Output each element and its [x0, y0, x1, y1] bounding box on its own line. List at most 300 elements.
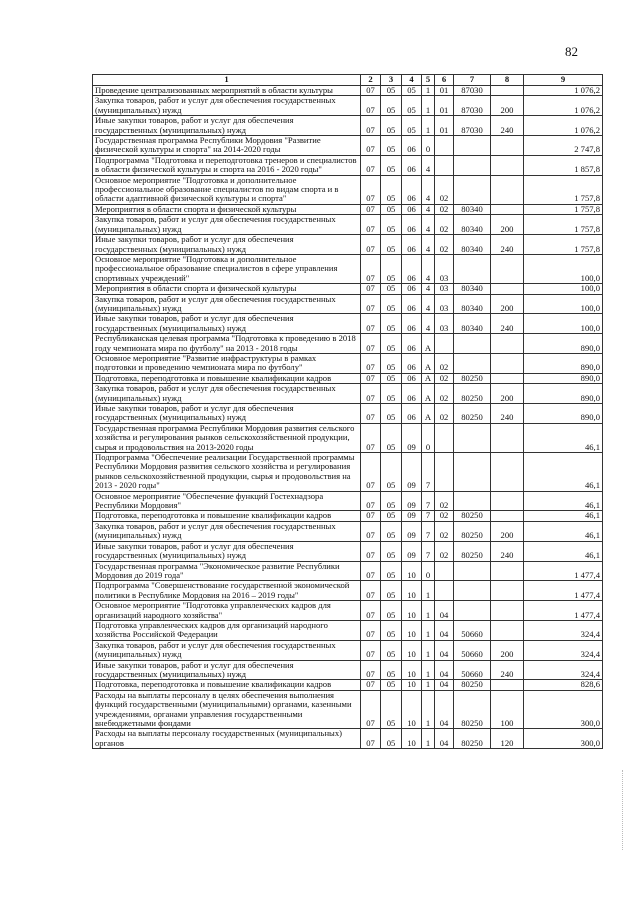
row-name-cell: Мероприятия в области спорта и физической культуры — [93, 204, 361, 214]
table-row — [93, 511, 603, 521]
event-code-cell: 03 — [435, 294, 454, 314]
row-name-cell: Иные закупки товаров, работ и услуг для обеспечения государственных (муниципальных) нужд — [93, 116, 361, 136]
subprogram-code-cell: 4 — [422, 294, 435, 314]
subprogram-code-cell: 1 — [422, 690, 435, 729]
subsection-code-cell: 05 — [381, 521, 402, 541]
table-row — [93, 660, 603, 680]
expense-type-cell: 120 — [491, 729, 524, 749]
program-code-cell: 05 — [402, 116, 422, 136]
row-name-cell: Основное мероприятие "Подготовка управленческих кадров для организаций народного хозяйства" — [93, 601, 361, 621]
row-name-cell: Проведение централизованных мероприятий в области культуры — [93, 86, 361, 96]
amount-cell: 100,0 — [524, 284, 603, 294]
subsection-code-cell: 05 — [381, 690, 402, 729]
expense-type-cell: 200 — [491, 294, 524, 314]
subsection-code-cell: 05 — [381, 155, 402, 175]
direction-code-cell: 87030 — [454, 96, 491, 116]
expense-type-cell: 240 — [491, 660, 524, 680]
header-cell: 8 — [491, 75, 524, 86]
section-code-cell: 07 — [361, 254, 381, 283]
subprogram-code-cell: 1 — [422, 96, 435, 116]
subprogram-code-cell: 1 — [422, 116, 435, 136]
direction-code-cell — [454, 136, 491, 156]
direction-code-cell: 80250 — [454, 680, 491, 690]
subprogram-code-cell: 0 — [422, 561, 435, 581]
program-code-cell: 09 — [402, 521, 422, 541]
amount-cell: 1 757,8 — [524, 235, 603, 255]
table-row — [93, 284, 603, 294]
table-row — [93, 116, 603, 136]
expense-type-cell — [491, 353, 524, 373]
subprogram-code-cell: 1 — [422, 86, 435, 96]
row-name-cell: Иные закупки товаров, работ и услуг для обеспечения государственных (муниципальных) нужд — [93, 314, 361, 334]
amount-cell: 1 076,2 — [524, 86, 603, 96]
subprogram-code-cell: 7 — [422, 511, 435, 521]
event-code-cell — [435, 155, 454, 175]
program-code-cell: 09 — [402, 511, 422, 521]
amount-cell: 46,1 — [524, 521, 603, 541]
table-row — [93, 96, 603, 116]
direction-code-cell — [454, 423, 491, 452]
row-name-cell: Подготовка, переподготовка и повышение квалификации кадров — [93, 511, 361, 521]
expense-type-cell — [491, 136, 524, 156]
section-code-cell: 07 — [361, 690, 381, 729]
direction-code-cell — [454, 561, 491, 581]
row-name-cell: Закупка товаров, работ и услуг для обеспечения государственных (муниципальных) нужд — [93, 294, 361, 314]
row-name-cell: Закупка товаров, работ и услуг для обеспечения государственных (муниципальных) нужд — [93, 521, 361, 541]
row-name-cell: Государственная программа "Экономическое развитие Республики Мордовия до 2019 года" — [93, 561, 361, 581]
direction-code-cell — [454, 353, 491, 373]
subsection-code-cell: 05 — [381, 384, 402, 404]
row-name-cell: Мероприятия в области спорта и физической культуры — [93, 284, 361, 294]
event-code-cell: 02 — [435, 215, 454, 235]
section-code-cell: 07 — [361, 541, 381, 561]
direction-code-cell: 80250 — [454, 404, 491, 424]
expense-type-cell — [491, 155, 524, 175]
subsection-code-cell: 05 — [381, 620, 402, 640]
row-name-cell: Иные закупки товаров, работ и услуг для обеспечения государственных (муниципальных) нужд — [93, 660, 361, 680]
header-cell: 9 — [524, 75, 603, 86]
section-code-cell: 07 — [361, 453, 381, 492]
event-code-cell: 02 — [435, 353, 454, 373]
direction-code-cell: 80340 — [454, 235, 491, 255]
row-name-cell: Иные закупки товаров, работ и услуг для обеспечения государственных (муниципальных) нужд — [93, 404, 361, 424]
event-code-cell — [435, 453, 454, 492]
section-code-cell: 07 — [361, 491, 381, 511]
amount-cell: 1 477,4 — [524, 561, 603, 581]
section-code-cell: 07 — [361, 404, 381, 424]
amount-cell: 46,1 — [524, 511, 603, 521]
table-row — [93, 353, 603, 373]
section-code-cell: 07 — [361, 601, 381, 621]
direction-code-cell: 50660 — [454, 660, 491, 680]
direction-code-cell: 80250 — [454, 384, 491, 404]
direction-code-cell: 80250 — [454, 373, 491, 383]
table-body — [93, 86, 603, 749]
table-row — [93, 235, 603, 255]
expense-type-cell: 200 — [491, 215, 524, 235]
subprogram-code-cell: 4 — [422, 284, 435, 294]
expense-type-cell — [491, 373, 524, 383]
table-row — [93, 521, 603, 541]
subprogram-code-cell: 7 — [422, 521, 435, 541]
direction-code-cell — [454, 254, 491, 283]
subsection-code-cell: 05 — [381, 314, 402, 334]
event-code-cell: 02 — [435, 175, 454, 204]
subsection-code-cell: 05 — [381, 404, 402, 424]
expense-type-cell — [491, 491, 524, 511]
subsection-code-cell: 05 — [381, 453, 402, 492]
direction-code-cell: 80340 — [454, 294, 491, 314]
direction-code-cell: 80340 — [454, 314, 491, 334]
direction-code-cell: 50660 — [454, 640, 491, 660]
direction-code-cell — [454, 334, 491, 354]
row-name-cell: Расходы на выплаты персоналу в целях обеспечения выполнения функций государственными (муниципальными) органами, казенными учреждениями, органами управления государственными внебюджетными фондами — [93, 690, 361, 729]
section-code-cell: 07 — [361, 373, 381, 383]
program-code-cell: 06 — [402, 373, 422, 383]
section-code-cell: 07 — [361, 620, 381, 640]
program-code-cell: 06 — [402, 136, 422, 156]
event-code-cell: 02 — [435, 521, 454, 541]
program-code-cell: 06 — [402, 334, 422, 354]
row-name-cell: Государственная программа Республики Мордовия "Развитие физической культуры и спорта" на 2014-2020 годы — [93, 136, 361, 156]
row-name-cell: Основное мероприятие "Подготовка и дополнительное профессиональное образование специалистов по видам спорта и в области адаптивной физической культуры и спорта" — [93, 175, 361, 204]
program-code-cell: 06 — [402, 254, 422, 283]
event-code-cell: 04 — [435, 601, 454, 621]
subsection-code-cell: 05 — [381, 640, 402, 660]
expense-type-cell: 100 — [491, 690, 524, 729]
program-code-cell: 10 — [402, 561, 422, 581]
section-code-cell: 07 — [361, 511, 381, 521]
event-code-cell — [435, 423, 454, 452]
direction-code-cell: 80250 — [454, 521, 491, 541]
event-code-cell: 02 — [435, 235, 454, 255]
expense-type-cell — [491, 423, 524, 452]
subsection-code-cell: 05 — [381, 511, 402, 521]
row-name-cell: Подпрограмма "Обеспечение реализации Государственной программы Республики Мордовия развития сельского хозяйства и регулирования рынков сельскохозяйственной продукции, сырья и продовольствия на 2013 - 2020 годы" — [93, 453, 361, 492]
amount-cell: 890,0 — [524, 334, 603, 354]
subsection-code-cell: 05 — [381, 660, 402, 680]
program-code-cell: 09 — [402, 423, 422, 452]
program-code-cell: 06 — [402, 204, 422, 214]
amount-cell: 1 857,8 — [524, 155, 603, 175]
subprogram-code-cell: 0 — [422, 423, 435, 452]
program-code-cell: 06 — [402, 314, 422, 334]
subsection-code-cell: 05 — [381, 294, 402, 314]
direction-code-cell: 80250 — [454, 729, 491, 749]
table-row — [93, 729, 603, 749]
direction-code-cell: 50660 — [454, 620, 491, 640]
program-code-cell: 06 — [402, 155, 422, 175]
direction-code-cell — [454, 601, 491, 621]
expense-type-cell: 240 — [491, 235, 524, 255]
section-code-cell: 07 — [361, 640, 381, 660]
table-row — [93, 640, 603, 660]
subsection-code-cell: 05 — [381, 204, 402, 214]
subsection-code-cell: 05 — [381, 284, 402, 294]
event-code-cell: 02 — [435, 541, 454, 561]
amount-cell: 100,0 — [524, 254, 603, 283]
event-code-cell: 03 — [435, 314, 454, 334]
amount-cell: 828,6 — [524, 680, 603, 690]
table-row — [93, 215, 603, 235]
program-code-cell: 06 — [402, 175, 422, 204]
program-code-cell: 10 — [402, 620, 422, 640]
row-name-cell: Закупка товаров, работ и услуг для обеспечения государственных (муниципальных) нужд — [93, 96, 361, 116]
subprogram-code-cell: 4 — [422, 155, 435, 175]
expense-type-cell: 200 — [491, 640, 524, 660]
subsection-code-cell: 05 — [381, 561, 402, 581]
amount-cell: 46,1 — [524, 453, 603, 492]
expense-type-cell: 240 — [491, 541, 524, 561]
subprogram-code-cell: 4 — [422, 254, 435, 283]
section-code-cell: 07 — [361, 155, 381, 175]
subsection-code-cell: 05 — [381, 491, 402, 511]
event-code-cell: 02 — [435, 404, 454, 424]
program-code-cell: 06 — [402, 235, 422, 255]
subprogram-code-cell: 1 — [422, 620, 435, 640]
event-code-cell: 01 — [435, 96, 454, 116]
program-code-cell: 10 — [402, 601, 422, 621]
scan-margin-mark — [622, 770, 624, 850]
program-code-cell: 06 — [402, 294, 422, 314]
program-code-cell: 10 — [402, 690, 422, 729]
header-cell: 2 — [361, 75, 381, 86]
program-code-cell: 10 — [402, 640, 422, 660]
event-code-cell: 01 — [435, 116, 454, 136]
expense-type-cell — [491, 511, 524, 521]
subprogram-code-cell: 7 — [422, 453, 435, 492]
amount-cell: 46,1 — [524, 423, 603, 452]
subprogram-code-cell: 0 — [422, 136, 435, 156]
direction-code-cell — [454, 453, 491, 492]
event-code-cell: 02 — [435, 384, 454, 404]
section-code-cell: 07 — [361, 334, 381, 354]
amount-cell: 46,1 — [524, 491, 603, 511]
amount-cell: 890,0 — [524, 384, 603, 404]
row-name-cell: Закупка товаров, работ и услуг для обеспечения государственных (муниципальных) нужд — [93, 640, 361, 660]
subsection-code-cell: 05 — [381, 175, 402, 204]
program-code-cell: 05 — [402, 86, 422, 96]
subprogram-code-cell: 1 — [422, 640, 435, 660]
subsection-code-cell: 05 — [381, 215, 402, 235]
row-name-cell: Основное мероприятие "Обеспечение функций Гостехнадзора Республики Мордовия" — [93, 491, 361, 511]
amount-cell: 890,0 — [524, 373, 603, 383]
section-code-cell: 07 — [361, 175, 381, 204]
expense-type-cell: 240 — [491, 404, 524, 424]
section-code-cell: 07 — [361, 284, 381, 294]
event-code-cell: 04 — [435, 640, 454, 660]
row-name-cell: Подготовка, переподготовка и повышение квалификации кадров — [93, 373, 361, 383]
subsection-code-cell: 05 — [381, 254, 402, 283]
expense-type-cell — [491, 561, 524, 581]
subprogram-code-cell: 1 — [422, 660, 435, 680]
expense-type-cell: 240 — [491, 314, 524, 334]
expense-type-cell — [491, 254, 524, 283]
section-code-cell: 07 — [361, 314, 381, 334]
section-code-cell: 07 — [361, 204, 381, 214]
section-code-cell: 07 — [361, 521, 381, 541]
expense-type-cell — [491, 204, 524, 214]
direction-code-cell: 80340 — [454, 284, 491, 294]
amount-cell: 324,4 — [524, 660, 603, 680]
row-name-cell: Иные закупки товаров, работ и услуг для обеспечения государственных (муниципальных) нужд — [93, 235, 361, 255]
table-row — [93, 175, 603, 204]
direction-code-cell: 80250 — [454, 511, 491, 521]
row-name-cell: Закупка товаров, работ и услуг для обеспечения государственных (муниципальных) нужд — [93, 384, 361, 404]
row-name-cell: Подготовка, переподготовка и повышение квалификации кадров — [93, 680, 361, 690]
header-cell: 5 — [422, 75, 435, 86]
direction-code-cell — [454, 491, 491, 511]
section-code-cell: 07 — [361, 235, 381, 255]
event-code-cell: 03 — [435, 254, 454, 283]
amount-cell: 100,0 — [524, 314, 603, 334]
amount-cell: 1 757,8 — [524, 175, 603, 204]
event-code-cell: 02 — [435, 491, 454, 511]
subsection-code-cell: 05 — [381, 116, 402, 136]
table-row — [93, 404, 603, 424]
amount-cell: 1 076,2 — [524, 96, 603, 116]
row-name-cell: Подпрограмма "Совершенствование государственной экономической политики в Республике Мордовия на 2016 – 2019 годы" — [93, 581, 361, 601]
table-row — [93, 491, 603, 511]
row-name-cell: Основное мероприятие "Развитие инфраструктуры в рамках подготовки и проведению чемпионата мира по футболу" — [93, 353, 361, 373]
direction-code-cell: 87030 — [454, 116, 491, 136]
section-code-cell: 07 — [361, 116, 381, 136]
row-name-cell: Республиканская целевая программа "Подготовка к проведению в 2018 году чемпионата мира по футболу" на 2013 - 2018 годы — [93, 334, 361, 354]
table-row — [93, 373, 603, 383]
table-row — [93, 136, 603, 156]
expense-type-cell — [491, 284, 524, 294]
amount-cell: 2 747,8 — [524, 136, 603, 156]
program-code-cell: 06 — [402, 284, 422, 294]
table-header-row — [93, 75, 603, 86]
expense-type-cell — [491, 175, 524, 204]
program-code-cell: 06 — [402, 215, 422, 235]
event-code-cell: 02 — [435, 204, 454, 214]
budget-table — [92, 74, 603, 749]
row-name-cell: Закупка товаров, работ и услуг для обеспечения государственных (муниципальных) нужд — [93, 215, 361, 235]
expense-type-cell — [491, 334, 524, 354]
amount-cell: 1 757,8 — [524, 204, 603, 214]
program-code-cell: 06 — [402, 384, 422, 404]
subprogram-code-cell: А — [422, 404, 435, 424]
subprogram-code-cell: 1 — [422, 581, 435, 601]
subsection-code-cell: 05 — [381, 86, 402, 96]
direction-code-cell — [454, 581, 491, 601]
event-code-cell: 04 — [435, 680, 454, 690]
event-code-cell — [435, 136, 454, 156]
row-name-cell: Основное мероприятие "Подготовка и дополнительное профессиональное образование специалистов в сфере управления спортивных учреждений" — [93, 254, 361, 283]
subprogram-code-cell: 1 — [422, 729, 435, 749]
program-code-cell: 10 — [402, 729, 422, 749]
subsection-code-cell: 05 — [381, 373, 402, 383]
section-code-cell: 07 — [361, 294, 381, 314]
table-row — [93, 680, 603, 690]
subsection-code-cell: 05 — [381, 581, 402, 601]
event-code-cell: 02 — [435, 373, 454, 383]
table-row — [93, 204, 603, 214]
header-cell: 7 — [454, 75, 491, 86]
row-name-cell: Государственная программа Республики Мордовия развития сельского хозяйства и регулирования рынков сельскохозяйственной продукции, сырья и продовольствия на 2013-2020 годы — [93, 423, 361, 452]
direction-code-cell: 80340 — [454, 204, 491, 214]
amount-cell: 890,0 — [524, 404, 603, 424]
table-row — [93, 384, 603, 404]
program-code-cell: 05 — [402, 96, 422, 116]
event-code-cell — [435, 561, 454, 581]
table-row — [93, 690, 603, 729]
table-row — [93, 155, 603, 175]
section-code-cell: 07 — [361, 729, 381, 749]
expense-type-cell — [491, 601, 524, 621]
table-row — [93, 453, 603, 492]
subsection-code-cell: 05 — [381, 235, 402, 255]
subprogram-code-cell: 4 — [422, 175, 435, 204]
subsection-code-cell: 05 — [381, 334, 402, 354]
header-cell: 1 — [93, 75, 361, 86]
table-row — [93, 541, 603, 561]
subsection-code-cell: 05 — [381, 541, 402, 561]
amount-cell: 1 477,4 — [524, 581, 603, 601]
expense-type-cell: 200 — [491, 384, 524, 404]
amount-cell: 100,0 — [524, 294, 603, 314]
subsection-code-cell: 05 — [381, 729, 402, 749]
expense-type-cell — [491, 86, 524, 96]
amount-cell: 46,1 — [524, 541, 603, 561]
expense-type-cell — [491, 620, 524, 640]
event-code-cell — [435, 334, 454, 354]
subprogram-code-cell: А — [422, 384, 435, 404]
expense-type-cell — [491, 680, 524, 690]
amount-cell: 890,0 — [524, 353, 603, 373]
subprogram-code-cell: 1 — [422, 601, 435, 621]
program-code-cell: 09 — [402, 491, 422, 511]
subprogram-code-cell: 7 — [422, 491, 435, 511]
program-code-cell: 10 — [402, 581, 422, 601]
subprogram-code-cell: 4 — [422, 314, 435, 334]
section-code-cell: 07 — [361, 680, 381, 690]
row-name-cell: Иные закупки товаров, работ и услуг для обеспечения государственных (муниципальных) нужд — [93, 541, 361, 561]
section-code-cell: 07 — [361, 215, 381, 235]
amount-cell: 324,4 — [524, 640, 603, 660]
amount-cell: 300,0 — [524, 690, 603, 729]
direction-code-cell: 80250 — [454, 690, 491, 729]
table-row — [93, 423, 603, 452]
subsection-code-cell: 05 — [381, 353, 402, 373]
amount-cell: 324,4 — [524, 620, 603, 640]
amount-cell: 1 757,8 — [524, 215, 603, 235]
event-code-cell: 03 — [435, 284, 454, 294]
subprogram-code-cell: 4 — [422, 215, 435, 235]
row-name-cell: Расходы на выплаты персоналу государственных (муниципальных) органов — [93, 729, 361, 749]
direction-code-cell — [454, 155, 491, 175]
program-code-cell: 06 — [402, 404, 422, 424]
amount-cell: 300,0 — [524, 729, 603, 749]
expense-type-cell — [491, 581, 524, 601]
section-code-cell: 07 — [361, 353, 381, 373]
header-cell: 6 — [435, 75, 454, 86]
subsection-code-cell: 05 — [381, 96, 402, 116]
subprogram-code-cell: А — [422, 373, 435, 383]
direction-code-cell: 87030 — [454, 86, 491, 96]
program-code-cell: 09 — [402, 453, 422, 492]
section-code-cell: 07 — [361, 136, 381, 156]
expense-type-cell — [491, 453, 524, 492]
table-row — [93, 334, 603, 354]
program-code-cell: 09 — [402, 541, 422, 561]
subprogram-code-cell: 4 — [422, 235, 435, 255]
direction-code-cell — [454, 175, 491, 204]
direction-code-cell: 80340 — [454, 215, 491, 235]
event-code-cell: 04 — [435, 660, 454, 680]
